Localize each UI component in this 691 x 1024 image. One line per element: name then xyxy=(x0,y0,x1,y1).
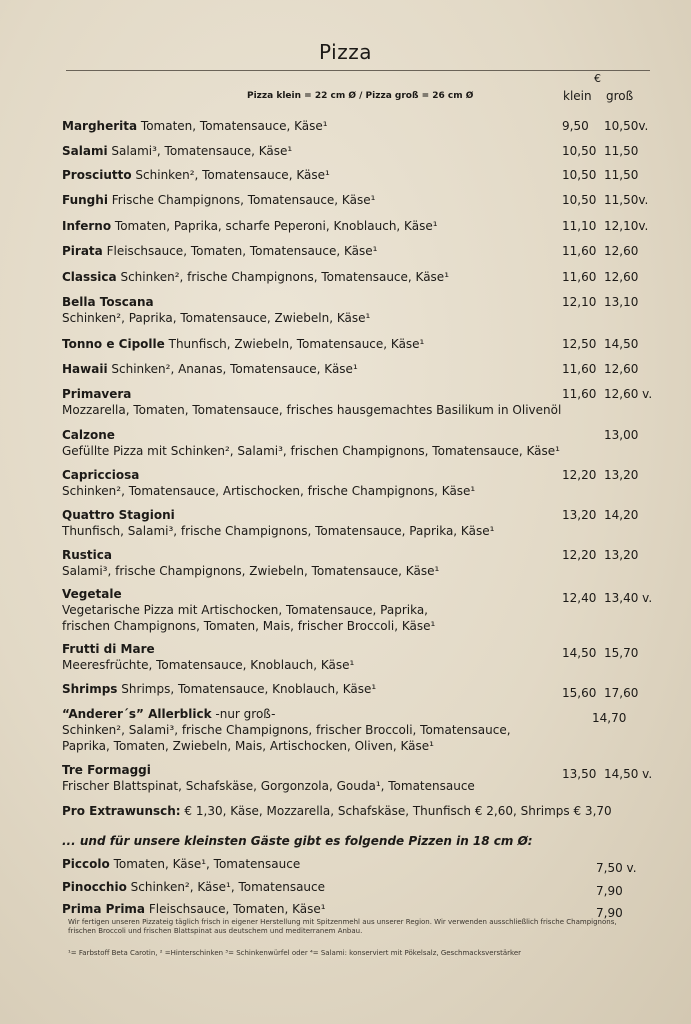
item-desc: Salami³, frische Champignons, Zwiebeln, Tomatensauce, Käse¹ xyxy=(62,564,440,578)
menu-item xyxy=(62,547,662,587)
price-klein: 15,60 xyxy=(562,686,597,700)
price-klein: 12,10 xyxy=(562,295,597,309)
price-klein: 11,10 xyxy=(562,219,597,233)
price-gross: 13,20 xyxy=(604,468,639,482)
item-desc: Schinken², Tomatensauce, Käse¹ xyxy=(135,168,330,182)
item-name: Piccolo xyxy=(62,857,110,871)
price: 7,90 xyxy=(596,906,623,920)
kids-item xyxy=(62,856,662,876)
item-name: Salami xyxy=(62,144,108,158)
menu-item xyxy=(62,386,662,426)
price: 7,90 xyxy=(596,884,623,898)
extra-text: € 1,30, Käse, Mozzarella, Schafskäse, Thunfisch € 2,60, Shrimps € 3,70 xyxy=(184,804,612,818)
price-gross: 12,60 xyxy=(604,270,639,284)
item-desc: Tomaten, Käse¹, Tomatensauce xyxy=(113,857,301,871)
price-gross: 15,70 xyxy=(604,646,639,660)
item-name: “Anderer´s” Allerblick xyxy=(62,707,212,721)
item-name: Capricciosa xyxy=(62,468,140,482)
item-name: Primavera xyxy=(62,387,132,401)
page-title: Pizza xyxy=(319,40,372,64)
price-klein: 11,60 xyxy=(562,362,597,376)
title-divider xyxy=(66,70,650,71)
price-klein: 10,50 xyxy=(562,193,597,207)
price-klein: 11,60 xyxy=(562,244,597,258)
price-gross: 14,50 v. xyxy=(604,767,653,781)
price-gross: 10,50v. xyxy=(604,119,649,133)
item-desc: Gefüllte Pizza mit Schinken², Salami³, frischen Champignons, Tomatensauce, Käse¹ xyxy=(62,444,560,458)
item-name: Pirata xyxy=(62,244,103,258)
price-gross: 13,10 xyxy=(604,295,639,309)
price-klein: 12,20 xyxy=(562,468,597,482)
col-header-klein: klein xyxy=(563,89,592,103)
menu-item xyxy=(62,294,662,334)
price-klein: 12,50 xyxy=(562,337,597,351)
price-gross: 14,50 xyxy=(604,337,639,351)
menu-item xyxy=(62,467,662,507)
item-name: Hawaii xyxy=(62,362,108,376)
item-name: Funghi xyxy=(62,193,108,207)
menu-item xyxy=(62,641,662,681)
item-desc: Fleischsauce, Tomaten, Tomatensauce, Käse¹ xyxy=(106,244,378,258)
item-name: Pinocchio xyxy=(62,880,127,894)
item-desc: Thunfisch, Salami³, frische Champignons, Tomatensauce, Paprika, Käse¹ xyxy=(62,524,495,538)
extra-wish xyxy=(62,804,612,818)
item-desc: Schinken², Tomatensauce, Artischocken, frische Champignons, Käse¹ xyxy=(62,484,476,498)
price-gross: 13,20 xyxy=(604,548,639,562)
item-name: Prosciutto xyxy=(62,168,132,182)
item-desc: Tomaten, Paprika, scharfe Peperoni, Knoblauch, Käse¹ xyxy=(114,219,438,233)
item-desc: Frische Champignons, Tomatensauce, Käse¹ xyxy=(111,193,376,207)
price-gross: 11,50v. xyxy=(604,193,649,207)
price-gross: 12,60 v. xyxy=(604,387,653,401)
item-name: Prima Prima xyxy=(62,902,146,916)
price-gross: 12,60 xyxy=(604,244,639,258)
price-gross: 13,00 xyxy=(604,428,639,442)
item-name: Margherita xyxy=(62,119,138,133)
price-klein: 11,60 xyxy=(562,387,597,401)
menu-item xyxy=(62,427,662,467)
price-gross: 13,40 v. xyxy=(604,591,653,605)
item-name: Rustica xyxy=(62,548,112,562)
price-gross: 17,60 xyxy=(604,686,639,700)
item-name: Calzone xyxy=(62,428,115,442)
price-gross: 12,10v. xyxy=(604,219,649,233)
item-name: Inferno xyxy=(62,219,112,233)
price-gross: 14,20 xyxy=(604,508,639,522)
price-klein: 12,40 xyxy=(562,591,597,605)
item-desc-2: frischen Champignons, Tomaten, Mais, frischer Broccoli, Käse¹ xyxy=(62,619,436,633)
price-klein: 12,20 xyxy=(562,548,597,562)
menu-item xyxy=(62,507,662,547)
menu-item xyxy=(62,762,662,802)
menu-item xyxy=(62,706,662,756)
price-klein: 10,50 xyxy=(562,168,597,182)
item-name: Classica xyxy=(62,270,117,284)
price-gross: 14,70 xyxy=(592,711,627,725)
price-klein: 13,50 xyxy=(562,767,597,781)
item-note: -nur groß- xyxy=(215,707,276,721)
item-desc: Meeresfrüchte, Tomatensauce, Knoblauch, Käse¹ xyxy=(62,658,355,672)
item-desc-2: Paprika, Tomaten, Zwiebeln, Mais, Artischocken, Oliven, Käse¹ xyxy=(62,739,434,753)
price-klein: 13,20 xyxy=(562,508,597,522)
item-name: Quattro Stagioni xyxy=(62,508,175,522)
menu-item xyxy=(62,586,662,636)
item-name: Vegetale xyxy=(62,587,122,601)
price: 7,50 v. xyxy=(596,861,637,875)
item-desc: Schinken², Ananas, Tomatensauce, Käse¹ xyxy=(111,362,358,376)
footnote-additives: ¹= Farbstoff Beta Carotin, ² =Hinterschinken ³= Schinkenwürfel oder ⁴= Salami: konserviert mit Pökelsalz, Geschmacksverstärker xyxy=(68,949,522,957)
price-klein: 10,50 xyxy=(562,144,597,158)
size-info: Pizza klein = 22 cm Ø / Pizza groß = 26 cm Ø xyxy=(247,91,474,101)
item-name: Tonno e Cipolle xyxy=(62,337,165,351)
item-desc: Fleischsauce, Tomaten, Käse¹ xyxy=(148,902,326,916)
item-desc: Mozzarella, Tomaten, Tomatensauce, frisches hausgemachtes Basilikum in Olivenöl xyxy=(62,403,562,417)
item-name: Bella Toscana xyxy=(62,295,154,309)
item-desc: Shrimps, Tomatensauce, Knoblauch, Käse¹ xyxy=(121,682,377,696)
col-header-gross: groß xyxy=(606,89,634,103)
price-gross: 11,50 xyxy=(604,168,639,182)
price-klein: 11,60 xyxy=(562,270,597,284)
currency-label: € xyxy=(594,72,601,85)
footnote-dough: Wir fertigen unseren Pizzateig täglich frisch in eigener Herstellung mit Spitzenmehl aus unserer Region. Wir verwenden ausschließlich frische Champignons, frischen Broccoli und frischen Blattspinat aus deutschem und mediterranem Anbau. xyxy=(68,918,617,935)
price-klein: 9,50 xyxy=(562,119,589,133)
price-gross: 11,50 xyxy=(604,144,639,158)
kids-item xyxy=(62,879,662,899)
item-name: Tre Formaggi xyxy=(62,763,151,777)
item-desc: Schinken², frische Champignons, Tomatensauce, Käse¹ xyxy=(120,270,449,284)
item-desc: Frischer Blattspinat, Schafskäse, Gorgonzola, Gouda¹, Tomatensauce xyxy=(62,779,475,793)
item-name: Shrimps xyxy=(62,682,118,696)
item-desc: Salami³, Tomatensauce, Käse¹ xyxy=(111,144,293,158)
item-desc: Vegetarische Pizza mit Artischocken, Tomatensauce, Paprika, xyxy=(62,603,428,617)
item-desc: Schinken², Salami³, frische Champignons, frischer Broccoli, Tomatensauce, xyxy=(62,723,511,737)
item-name: Frutti di Mare xyxy=(62,642,155,656)
kids-header: ... und für unsere kleinsten Gäste gibt es folgende Pizzen in 18 cm Ø: xyxy=(62,834,533,848)
item-desc: Tomaten, Tomatensauce, Käse¹ xyxy=(140,119,328,133)
price-gross: 12,60 xyxy=(604,362,639,376)
extra-label: Pro Extrawunsch: xyxy=(62,804,181,818)
item-desc: Schinken², Paprika, Tomatensauce, Zwiebeln, Käse¹ xyxy=(62,311,371,325)
price-klein: 14,50 xyxy=(562,646,597,660)
item-desc: Schinken², Käse¹, Tomatensauce xyxy=(130,880,326,894)
item-desc: Thunfisch, Zwiebeln, Tomatensauce, Käse¹ xyxy=(168,337,425,351)
